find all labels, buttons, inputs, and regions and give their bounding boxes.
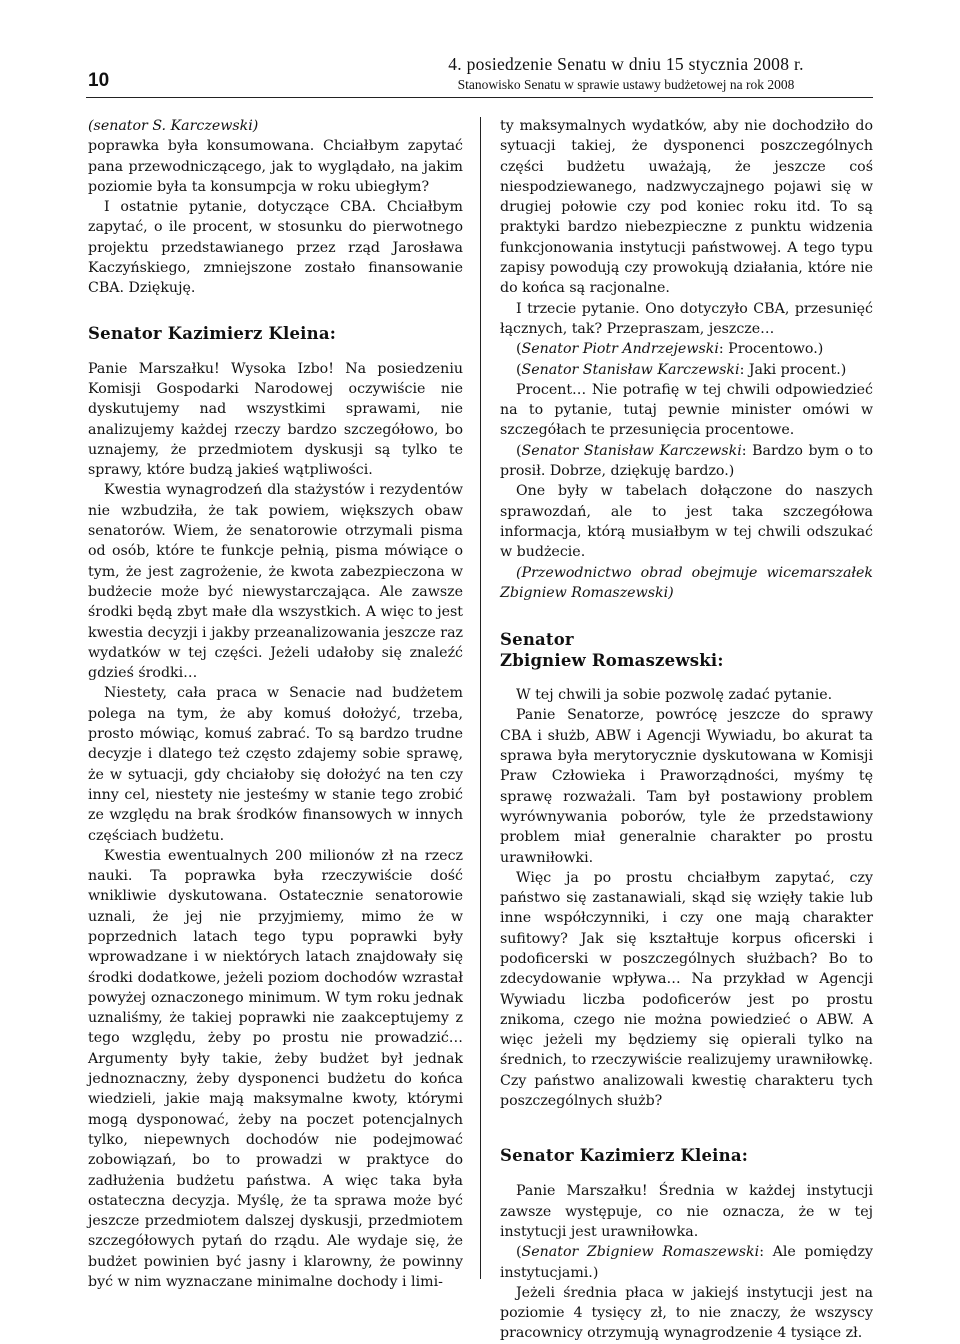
paragraph: Niestety, cała praca w Senacie nad budżetem polega na tym, że aby komuś dołożyć, trzeba, prosto mówiąc, komuś zabrać. To są bardzo trudne decyzje i dlatego też często zdajemy sobie sprawę, że w sytuacji, gdy chciałoby się dołożyć na ten czy inny cel, niestety nie jesteśmy w stanie tego zrobić ze względu na brak środków finansowych w innych częściach budżetu. <box>88 685 463 844</box>
paragraph: Panie Senatorze, powrócę jeszcze do sprawy CBA i służb, ABW i Agencji Wywiadu, bo akurat ta sprawa była merytorycznie dyskutowana w Komisji Praw Człowieka i Praworządności, myśmy tę sprawę rozważali. Tam był postawiony problem wyrównywania poborów, tyle że przedstawiony problem miał generalnie charakter po prostu urawniłowki. <box>500 707 873 866</box>
page-number: 10 <box>88 70 110 91</box>
interjection-speaker: Senator Stanisław Karczewski <box>521 442 742 459</box>
interjection-text: : Jaki procent.) <box>739 361 847 378</box>
column-divider <box>480 117 481 1279</box>
paragraph: I ostatnie pytanie, dotyczące CBA. Chciałbym zapytać, o ile procent, w stosunku do pierwotnego projektu przedstawianego przez rząd Jarosława Kaczyńskiego, zmniejszone zostało finansowanie CBA. Dziękuję. <box>88 199 463 297</box>
right-column <box>500 116 873 1344</box>
paragraph: Procent… Nie potrafię w tej chwili odpowiedzieć na to pytanie, tutaj pewnie minister omówi w szczegółach te przesunięcia procentowe. <box>500 381 873 439</box>
interjection-text: : Ale pomiędzy instytucjami.) <box>500 1244 873 1281</box>
paragraph: W tej chwili ja sobie pozwolę zadać pytanie. <box>516 687 833 704</box>
paragraph: Kwestia wynagrodzeń dla stażystów i rezydentów nie wzbudziła, że tak powiem, większych obaw senatorów. Wiem, że senatorowie otrzymali pisma od osób, które te funkcje pełnią, pisma mówiące o tym, że jest zagrożenie, że kwota zabezpieczona w budżecie może być niewystarczająca. Ale zawsze środki będą zbyt małe dla wszystkich. A więc to jest kwestia decyzji i jakby przeanalizowania jeszcze raz wydatków w tej części. Jeżeli udałoby się znaleźć gdzieś środki… <box>88 482 463 682</box>
interjection: (Senator Piotr Andrzejewski: Procentowo.) <box>516 341 824 358</box>
speaker-heading-line2: Zbigniew Romaszewski: <box>500 651 724 671</box>
speaker-tag: (senator S. Karczewski) <box>88 118 259 134</box>
left-column <box>88 116 463 1292</box>
interjection-speaker: Senator Zbigniew Romaszewski <box>521 1244 760 1261</box>
page-header-title: 4. posiedzenie Senatu w dniu 15 stycznia 2008 r. <box>448 54 804 74</box>
paragraph: Panie Marszałku! Średnia w każdej instytucji zawsze występuje, co nie oznacza, że w tej instytucji jest urawniłowka. <box>500 1183 873 1240</box>
paragraph: One były w tabelach dołączone do naszych sprawozdań, ale to jest taka szczegółowa informacja, którą musiałbym w tej chwili odszukać w budżecie. <box>500 483 873 561</box>
paragraph: Więc ja po prostu chciałbym zapytać, czy państwo się zastanawiali, skąd się wzięły takie lub inne współczynniki, i czy one mają charakter sufitowy? Jak się kształtuje korpus oficerski i podoficerski w poszczególnych służbach? Bo to zdecydowanie wpływa… Na przykład w Agencji Wywiadu liczba podoficerów jest po prostu znikoma, czego nie można powiedzieć o ABW. A więc jeżeli my będziemy się opierali tylko na średnich, to rzeczywiście realizujemy urawniłowkę. Czy państwo analizowali kwestię charakteru tych poszczególnych służb? <box>500 869 873 1110</box>
speaker-heading <box>500 629 873 671</box>
chair-note-text: Przewodnictwo obrad obejmuje wicemarszałek Zbigniew Romaszewski <box>500 564 873 601</box>
paragraph: ty maksymalnych wydatków, aby nie dochodziło do sytuacji takiej, że dysponenci poszczególnych części budżetu uważają, że jeszcze coś niespodziewanego, nadzwyczajnego pojawi się w drugiej połowie czy pod koniec roku itd. To są praktyki bardzo niebezpieczne z punktu widzenia funkcjonowania instytucji państwowej. A tego typu zapisy powodują czy prowokują działania, które nie do końca są racjonalne. <box>500 118 873 297</box>
paragraph: Kwestia ewentualnych 200 milionów zł na rzecz nauki. Ta poprawka była rzeczywiście dość wnikliwie dyskutowana. Ostatecznie senatorowie uznali, że jej nie przyjmiemy, mimo że w poprzednich latach tego typu poprawki były wprowadzane i w niektórych latach znajdowały się środki dodatkowe, jeżeli poziom dochodów wzrastał powyżej oznaczonego minimum. W tym roku jednak uznaliśmy, że takiej poprawki nie zaakceptujemy z tego względu, żeby po prostu nie prowadzić… Argumenty były takie, żeby budżet był jednak jednoznaczny, żeby dysponenci budżetu do końca wiedzieli, jakie mają maksymalne kwoty, którymi mogą dysponować, żeby na poczet potencjalnych tylko, niepewnych dochodów nie podejmować zobowiązań, bo to prowadzi w praktyce do zadłużenia budżetu państwa. A więc taka była ostateczna decyzja. Myślę, że ta sprawa może być jeszcze przedmiotem dalszej dyskusji, przedmiotem szczegółowych pytań do rządu. Ale wydaje się, że budżet powinien być jasny i klarowny, że powinny być w nim wyznaczane minimalne dochody i limi- <box>88 847 463 1291</box>
interjection: (Senator Stanisław Karczewski: Jaki procent.) <box>516 361 847 378</box>
interjection-text: : Procentowo.) <box>718 341 824 358</box>
interjection: (Senator Zbigniew Romaszewski: Ale pomiędzy instytucjami.) <box>500 1244 873 1281</box>
speaker-heading: Senator Kazimierz Kleina: <box>88 323 337 343</box>
page-header-subtitle: Stanowisko Senatu w sprawie ustawy budżetowej na rok 2008 <box>457 77 795 92</box>
interjection-text: : Bardzo bym o to prosił. Dobrze, dziękuję bardzo.) <box>500 442 873 480</box>
speaker-heading: Senator Kazimierz Kleina: <box>500 1146 749 1166</box>
header-rule <box>86 97 873 98</box>
chair-note: (Przewodnictwo obrad obejmuje wicemarszałek Zbigniew Romaszewski) <box>500 564 873 601</box>
paragraph: poprawka była konsumowana. Chciałbym zapytać pana przewodniczącego, jak to wyglądało, na jakim poziomie była ta konsumpcja w roku ubiegłym? <box>88 138 463 195</box>
interjection-speaker: Senator Piotr Andrzejewski <box>521 341 719 358</box>
paragraph: I trzecie pytanie. Ono dotyczyło CBA, przesunięć łącznych, tak? Przepraszam, jeszcze… <box>500 300 873 337</box>
paragraph: Jeżeli średnia płaca w jakiejś instytucji jest na poziomie 4 tysięcy zł, to nie znaczy, że wszyscy pracownicy otrzymują wynagrodzenie 4 tysiące zł. <box>500 1284 873 1342</box>
interjection-speaker: Senator Stanisław Karczewski <box>521 361 740 378</box>
speaker-heading-line1: Senator <box>500 630 574 650</box>
paragraph: Panie Marszałku! Wysoka Izbo! Na posiedzeniu Komisji Gospodarki Narodowej oczywiście nie dyskutujemy nad wszystkimi sprawami, nie analizujemy każdej rzeczy bardzo szczegółowo, bo uznajemy, że przedmiotem dyskusji są tylko te sprawy, które budzą jakieś wątpliwości. <box>88 360 463 479</box>
interjection: (Senator Stanisław Karczewski: Bardzo bym o to prosił. Dobrze, dziękuję bardzo.) <box>500 442 873 480</box>
